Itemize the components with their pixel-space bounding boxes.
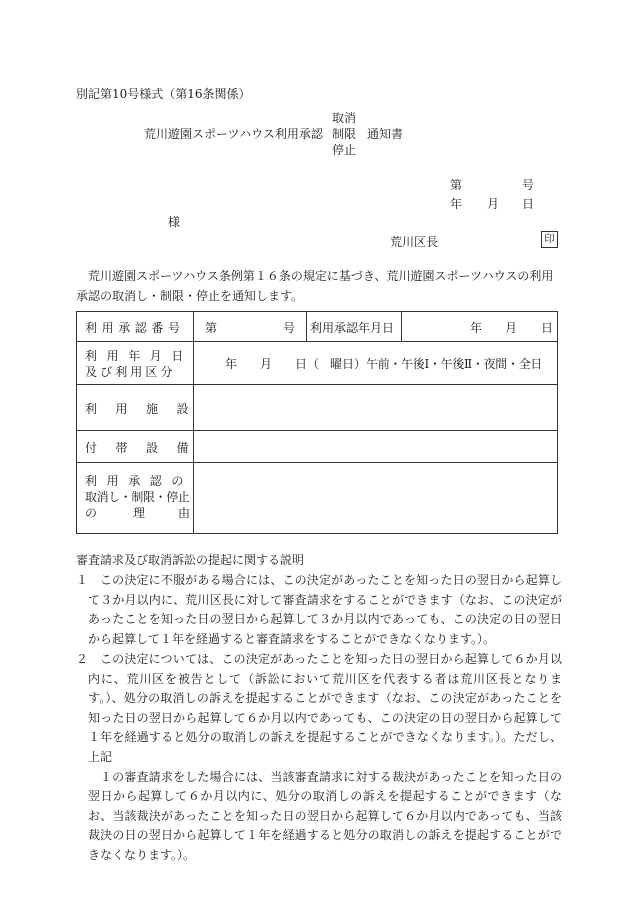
- document-title: 荒川遊園スポーツハウス利用承認: [144, 127, 323, 141]
- approval-date-day: 日: [541, 321, 554, 335]
- addressee-suffix: 様: [168, 215, 181, 229]
- seal-stamp: 印: [541, 231, 558, 248]
- label-usage-date-2: 及び利用区分: [85, 365, 176, 379]
- doc-date-year: 年: [450, 197, 463, 211]
- notice-word: 通知書: [367, 127, 404, 141]
- approval-number-suffix: 号: [283, 321, 296, 335]
- doc-date-month: 月: [487, 197, 500, 211]
- usage-weekday: 曜日）: [330, 357, 367, 371]
- notice-table: [76, 311, 558, 534]
- explanation-heading: 審査請求及び取消訴訟の提起に関する説明: [76, 553, 305, 567]
- label-reason-3a: の: [85, 506, 98, 520]
- item-continuation: １の審査請求をした場合には、当該審査請求に対する裁決があったことを知った日の翌日から起算して６か月以内に、処分の取消しの訴えを提起することができます（なお、当該裁決があったことを知った日の翌日から起算して６か月以内であっても、当該裁決の日の翌日から起算して１年を経過すると処分の取消しの訴えを提起することができなくなります。）。: [88, 769, 562, 862]
- label-facility: 利用施設: [85, 402, 208, 416]
- usage-periods: 午前・午後Ⅰ・午後Ⅱ・夜間・全日: [366, 357, 543, 371]
- form-number: 別記第10号様式（第16条関係）: [76, 87, 251, 101]
- label-reason-2: 取消し・制限・停止: [85, 490, 190, 504]
- issuer-name: 荒川区長: [390, 235, 439, 249]
- item-text: この決定については、この決定があったことを知った日の翌日から起算して６か月以内に、荒川区を被告として（訴訟において荒川区を代表する者は荒川区長となります。）、処分の取消しの訴えを提起することができます（なお、この決定があったことを知った日の翌日から起算して６か月以内であっても、この決定の日の翌日から起算して１年を経過すると処分の取消しの訴えを提起することができなくなります。）。ただし、上記: [88, 652, 562, 764]
- explanation-item-1: [76, 571, 562, 649]
- label-reason-3b: 理: [133, 506, 146, 520]
- usage-month: 月: [260, 357, 273, 371]
- usage-year: 年: [225, 357, 238, 371]
- explanation-item-2: [76, 650, 562, 866]
- doc-number-suffix: 号: [522, 178, 535, 192]
- doc-number-prefix: 第: [450, 178, 463, 192]
- label-equipment: 付帯設備: [85, 441, 208, 455]
- item-number: ２: [76, 652, 89, 666]
- approval-date-month: 月: [505, 321, 518, 335]
- option-cancel: 取消: [332, 111, 357, 125]
- label-reason-3c: 由: [178, 506, 191, 520]
- approval-number-prefix: 第: [205, 321, 218, 335]
- label-reason-1: 利用承認の: [85, 474, 194, 488]
- usage-day-open: 日（: [295, 357, 320, 371]
- intro-text: 荒川遊園スポーツハウス条例第１６条の規定に基づき、荒川遊園スポーツハウスの利用承認の取消し・制限・停止を通知します。: [76, 269, 554, 303]
- option-restrict: 制限: [332, 127, 357, 141]
- action-options: [332, 110, 356, 158]
- label-approval-number: 利用承認番号: [85, 321, 185, 335]
- doc-date-day: 日: [522, 197, 535, 211]
- item-number: １: [76, 573, 89, 587]
- item-text: この決定に不服がある場合には、この決定があったことを知った日の翌日から起算して３か月以内に、荒川区長に対して審査請求をすることができます（なお、この決定があったことを知った日の翌日から起算して３か月以内であっても、この決定の日の翌日から起算して１年を経過すると審査請求をすることができなくなります。）。: [88, 573, 562, 646]
- label-usage-date-1: 利用年月日: [85, 349, 194, 363]
- option-suspend: 停止: [332, 143, 357, 157]
- label-approval-date: 利用承認年月日: [310, 321, 395, 335]
- approval-date-year: 年: [470, 321, 483, 335]
